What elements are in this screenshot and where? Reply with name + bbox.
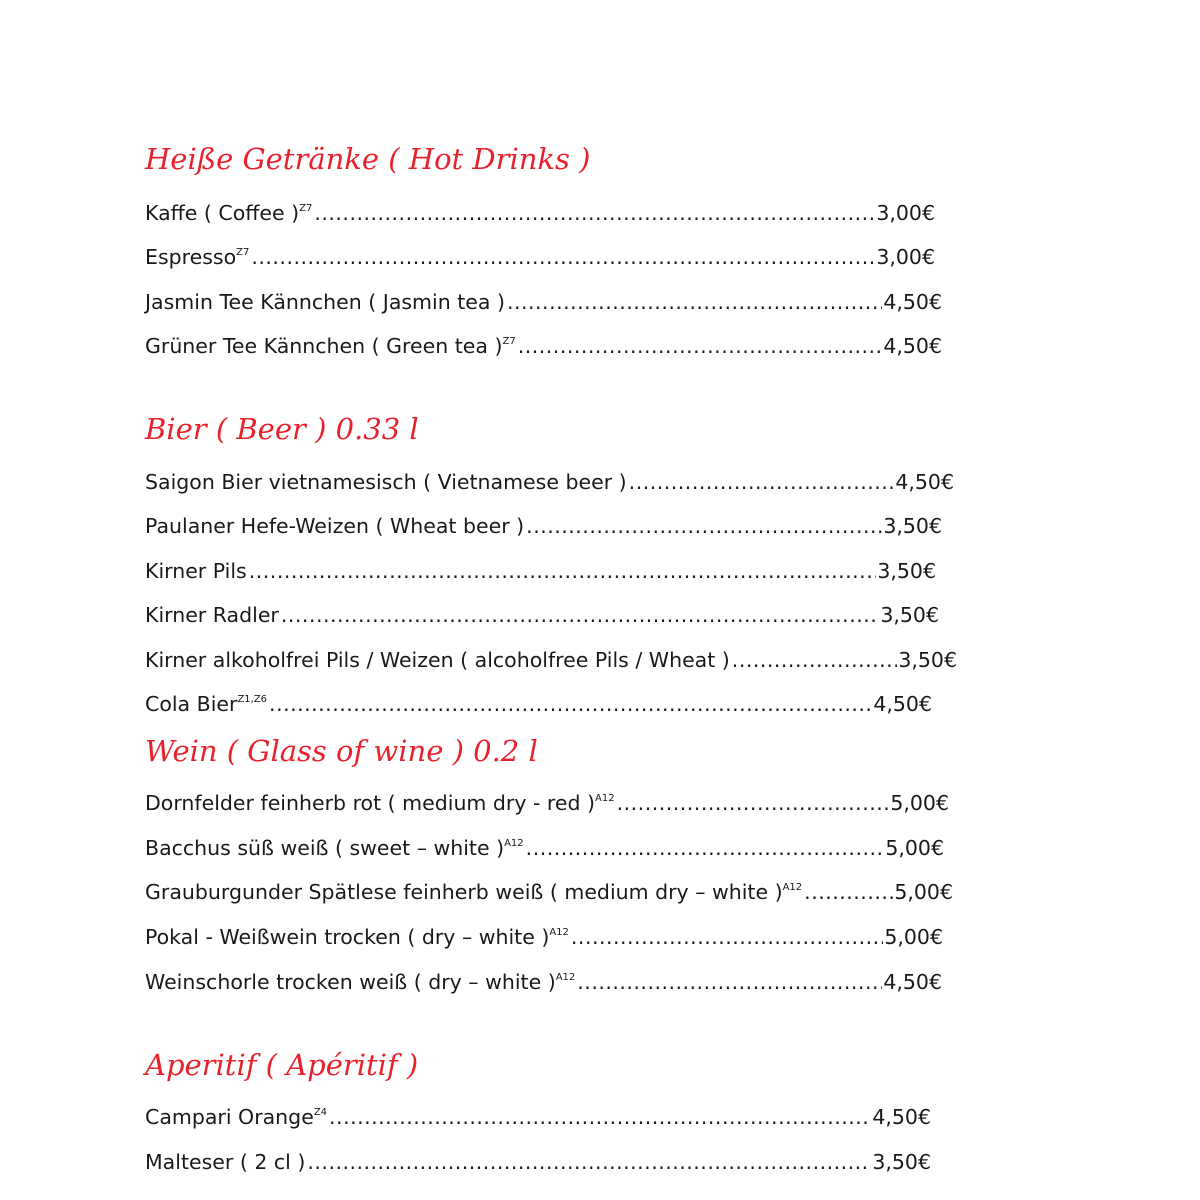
item-price: 4,50€	[883, 334, 942, 358]
dot-leader	[518, 334, 883, 358]
item-price: 3,50€	[880, 603, 939, 627]
menu-item	[145, 1150, 931, 1178]
allergen-code: Z1,Z6	[237, 694, 268, 705]
menu-item	[145, 603, 939, 631]
menu-item	[145, 692, 932, 720]
allergen-code: A12	[555, 972, 576, 983]
item-name: Kirner Pils	[145, 559, 247, 583]
menu-item	[145, 880, 953, 908]
item-price: 3,50€	[883, 514, 942, 538]
dot-leader	[307, 1150, 871, 1174]
menu-item	[145, 648, 957, 676]
item-name: Bacchus süß weiß ( sweet – white )$^{A12}$	[145, 836, 524, 860]
dot-leader	[329, 1105, 871, 1129]
item-name: Jasmin Tee Kännchen ( Jasmin tea )	[145, 290, 505, 314]
menu-item	[145, 836, 944, 864]
item-name: Saigon Bier vietnamesisch ( Vietnamese beer )	[145, 470, 627, 494]
allergen-code: A12	[595, 793, 615, 804]
menu-item	[145, 514, 942, 542]
dot-leader	[526, 514, 882, 538]
dot-leader	[269, 692, 872, 716]
item-price: 3,00€	[876, 201, 935, 225]
menu-item	[145, 245, 935, 273]
item-price: 5,00€	[890, 791, 949, 815]
item-price: 5,00€	[884, 925, 943, 949]
menu-item	[145, 334, 942, 362]
dot-leader	[571, 925, 883, 949]
item-price: 3,50€	[898, 648, 957, 672]
dot-leader	[281, 603, 879, 627]
menu-item	[145, 201, 935, 229]
item-name: Kirner alkoholfrei Pils / Weizen ( alcoholfree Pils / Wheat )	[145, 648, 730, 672]
allergen-code: Z7	[299, 203, 313, 214]
item-price: 4,50€	[895, 470, 954, 494]
item-price: 4,50€	[873, 692, 932, 716]
section-heading: Bier ( Beer ) 0.33 l	[145, 412, 419, 446]
dot-leader	[804, 880, 893, 904]
menu-item	[145, 791, 949, 819]
item-name: Malteser ( 2 cl )	[145, 1150, 306, 1174]
dot-leader	[629, 470, 895, 494]
item-name: Campari Orange$^{Z4}$	[145, 1105, 328, 1129]
item-name: Paulaner Hefe-Weizen ( Wheat beer )	[145, 514, 525, 538]
dot-leader	[526, 836, 885, 860]
allergen-code: Z7	[236, 247, 250, 258]
dot-leader	[577, 970, 882, 994]
dot-leader	[507, 290, 882, 314]
dot-leader	[732, 648, 898, 672]
item-price: 5,00€	[894, 880, 953, 904]
allergen-code: A12	[504, 838, 524, 849]
item-price: 3,50€	[872, 1150, 931, 1174]
item-name: Pokal - Weißwein trocken ( dry – white )$^{A12}$	[145, 925, 569, 949]
menu-item	[145, 970, 942, 998]
allergen-code: Z4	[313, 1107, 328, 1118]
section-heading: Aperitif ( Apéritif )	[145, 1048, 419, 1082]
item-name: Kirner Radler	[145, 603, 279, 627]
item-name: Dornfelder feinherb rot ( medium dry - red )$^{A12}$	[145, 791, 615, 815]
menu-item	[145, 559, 936, 587]
allergen-code: A12	[782, 882, 803, 893]
item-price: 3,00€	[876, 245, 935, 269]
item-price: 5,00€	[885, 836, 944, 860]
menu-item	[145, 290, 942, 318]
dot-leader	[314, 201, 875, 225]
item-price: 4,50€	[883, 970, 942, 994]
item-name: Grüner Tee Kännchen ( Green tea )$^{Z7}$	[145, 334, 516, 358]
section-heading: Wein ( Glass of wine ) 0.2 l	[145, 734, 538, 768]
item-name: Grauburgunder Spätlese feinherb weiß ( medium dry – white )$^{A12}$	[145, 880, 803, 904]
dot-leader	[249, 559, 877, 583]
item-name: Espresso$^{Z7}$	[145, 245, 250, 269]
item-price: 4,50€	[883, 290, 942, 314]
item-name: Cola Bier$^{Z1,Z6}$	[145, 692, 268, 716]
menu-item	[145, 925, 943, 953]
allergen-code: A12	[549, 927, 569, 938]
item-name: Kaffe ( Coffee )$^{Z7}$	[145, 201, 313, 225]
item-price: 3,50€	[877, 559, 936, 583]
allergen-code: Z7	[502, 336, 516, 347]
menu-item	[145, 470, 954, 498]
dot-leader	[617, 791, 890, 815]
item-price: 4,50€	[872, 1105, 931, 1129]
dot-leader	[251, 245, 875, 269]
menu-item	[145, 1105, 931, 1133]
section-heading: Heiße Getränke ( Hot Drinks )	[145, 142, 591, 176]
item-name: Weinschorle trocken weiß ( dry – white )$^{A12}$	[145, 970, 576, 994]
